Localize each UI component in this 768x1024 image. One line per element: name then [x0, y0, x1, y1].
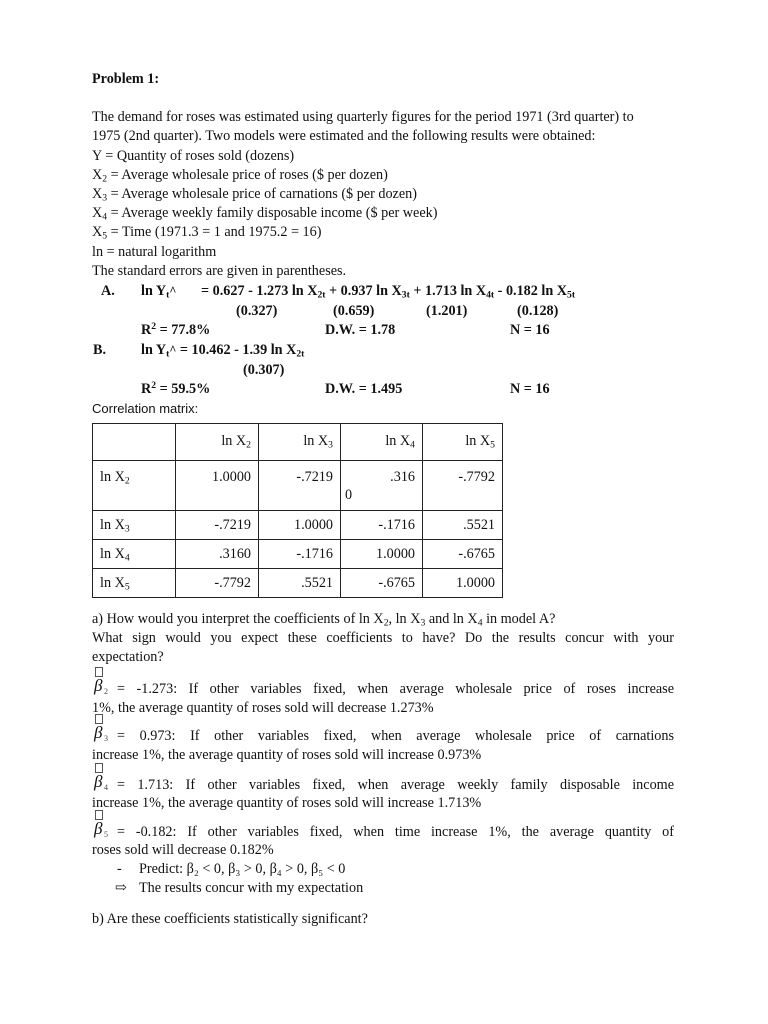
- header-cell: $\ln X_4$: [341, 424, 423, 461]
- se-note: The standard errors are given in parentheses.: [92, 263, 347, 279]
- answer-beta-3-line-1: = 0.973: If other variables fixed, when average wholesale price of carnations: [117, 728, 674, 744]
- table-cell: .3160: [176, 540, 259, 569]
- var-def-x5: $X_5$ = Time (1971.3 = 1 and 1975.2 = 16): [92, 224, 322, 242]
- model-b-n: N = 16: [510, 381, 550, 397]
- row-label: $\ln X_3$: [93, 511, 176, 540]
- header-cell: $\ln X_2$: [176, 424, 259, 461]
- overflow-digit: 0: [345, 487, 353, 503]
- question-a-line-3: expectation?: [92, 649, 164, 665]
- model-b-label: B.: [93, 342, 107, 358]
- table-cell: .5521: [259, 569, 341, 598]
- answer-beta-4-line-1: = 1.713: If other variables fixed, when average weekly family disposable income: [117, 777, 674, 793]
- beta-4-symbol: β 4: [94, 772, 102, 792]
- answer-beta-5-line-1: = -0.182: If other variables fixed, when time increase 1%, the average quantity of: [117, 824, 674, 840]
- correlation-matrix: [92, 423, 503, 598]
- table-row: [93, 461, 503, 511]
- table-cell: 1.0000: [259, 511, 341, 540]
- var-def-x4: $X_4$ = Average weekly family disposable income ($ per week): [92, 205, 438, 223]
- var-def-y: Y = Quantity of roses sold (dozens): [92, 148, 295, 164]
- model-b-dw: D.W. = 1.495: [325, 381, 403, 397]
- table-cell: .316 0: [341, 461, 423, 511]
- header-cell: $\ln X_5$: [423, 424, 503, 461]
- model-a-n: N = 16: [510, 322, 550, 338]
- model-a-equation: = 0.627 - 1.273 $\ln X_{2t} + 0.937$ $\ln X_{3t} + 1.713$ $\ln X_{4t} - 0.182$ $\ln X_{5t}$: [201, 283, 576, 301]
- question-b: b) Are these coefficients statistically significant?: [92, 911, 368, 927]
- model-a-se-3: (1.201): [426, 303, 468, 319]
- beta-2-symbol: β 2: [94, 676, 102, 696]
- placeholder-box-icon: [95, 763, 103, 773]
- arrow-icon: ⇨: [115, 880, 127, 896]
- model-a-label: A.: [101, 283, 115, 299]
- row-label: $\ln X_5$: [93, 569, 176, 598]
- table-cell: -.1716: [341, 511, 423, 540]
- table-row: [93, 511, 503, 540]
- intro-line-1: The demand for roses was estimated using quarterly figures for the period 1971 (3rd quarter) to: [92, 109, 634, 125]
- header-cell: $\ln X_3$: [259, 424, 341, 461]
- placeholder-box-icon: [95, 714, 103, 724]
- model-a-se-1: (0.327): [236, 303, 278, 319]
- table-row: [93, 540, 503, 569]
- answer-beta-3-line-2: increase 1%, the average quantity of roses sold will increase 0.973%: [92, 747, 482, 763]
- model-b-equation: $\ln Y_t\^{} = 10.462 - 1.39$ $\ln X_{2t}$: [141, 342, 305, 360]
- predict-line: Predict: β₂ < 0, β₃ > 0, β₄ > 0, β₅ < 0: [139, 861, 346, 877]
- row-label: $\ln X_2$: [93, 461, 176, 511]
- predict-bullet: -: [117, 861, 122, 877]
- beta-3-symbol: β 3: [94, 723, 102, 743]
- table-cell: .5521: [423, 511, 503, 540]
- table-cell: -.6765: [341, 569, 423, 598]
- question-a-line-1: a) How would you interpret the coefficients of $\ln X_2$, $\ln X_3$ and $\ln X_4$ in model A?: [92, 611, 556, 629]
- table-cell: -.7219: [176, 511, 259, 540]
- var-def-x2: $X_2$ = Average wholesale price of roses ($ per dozen): [92, 167, 388, 185]
- placeholder-box-icon: [95, 810, 103, 820]
- model-b-r2: $R^2 = 59.5\%$: [141, 380, 211, 397]
- model-a-dw: D.W. = 1.78: [325, 322, 396, 338]
- question-a-line-2: What sign would you expect these coefficients to have? Do the results concur with your: [92, 630, 674, 646]
- ln-definition: ln = natural logarithm: [92, 244, 217, 260]
- header-empty: [93, 424, 176, 461]
- concur-line: The results concur with my expectation: [139, 880, 364, 896]
- model-a-se-2: (0.659): [333, 303, 375, 319]
- table-cell: 1.0000: [341, 540, 423, 569]
- answer-beta-4-line-2: increase 1%, the average quantity of roses sold will increase 1.713%: [92, 795, 482, 811]
- correlation-label: Correlation matrix:: [92, 401, 199, 416]
- table-cell: -.7219: [259, 461, 341, 511]
- model-a-r2: $R^2 = 77.8\%$: [141, 321, 211, 338]
- answer-beta-2-line-1: = -1.273: If other variables fixed, when average wholesale price of roses increase: [117, 681, 674, 697]
- problem-title: Problem 1:: [92, 71, 160, 87]
- model-a-lhs: $\ln Y_t\^{}$: [141, 283, 177, 301]
- table-cell: 1.0000: [176, 461, 259, 511]
- table-cell: -.1716: [259, 540, 341, 569]
- table-cell: -.7792: [176, 569, 259, 598]
- row-label: $\ln X_4$: [93, 540, 176, 569]
- placeholder-box-icon: [95, 667, 103, 677]
- table-row: [93, 569, 503, 598]
- table-cell: 1.0000: [423, 569, 503, 598]
- beta-5-symbol: β 5: [94, 819, 102, 839]
- table-cell: -.7792: [423, 461, 503, 511]
- var-def-x3: $X_3$ = Average wholesale price of carnations ($ per dozen): [92, 186, 417, 204]
- model-b-se: (0.307): [243, 362, 285, 378]
- answer-beta-2-line-2: 1%, the average quantity of roses sold will decrease 1.273%: [92, 700, 434, 716]
- intro-line-2: 1975 (2nd quarter). Two models were estimated and the following results were obtained:: [92, 128, 596, 144]
- answer-beta-5-line-2: roses sold will decrease 0.182%: [92, 842, 274, 858]
- table-cell: -.6765: [423, 540, 503, 569]
- model-a-se-4: (0.128): [517, 303, 559, 319]
- table-header-row: [93, 424, 503, 461]
